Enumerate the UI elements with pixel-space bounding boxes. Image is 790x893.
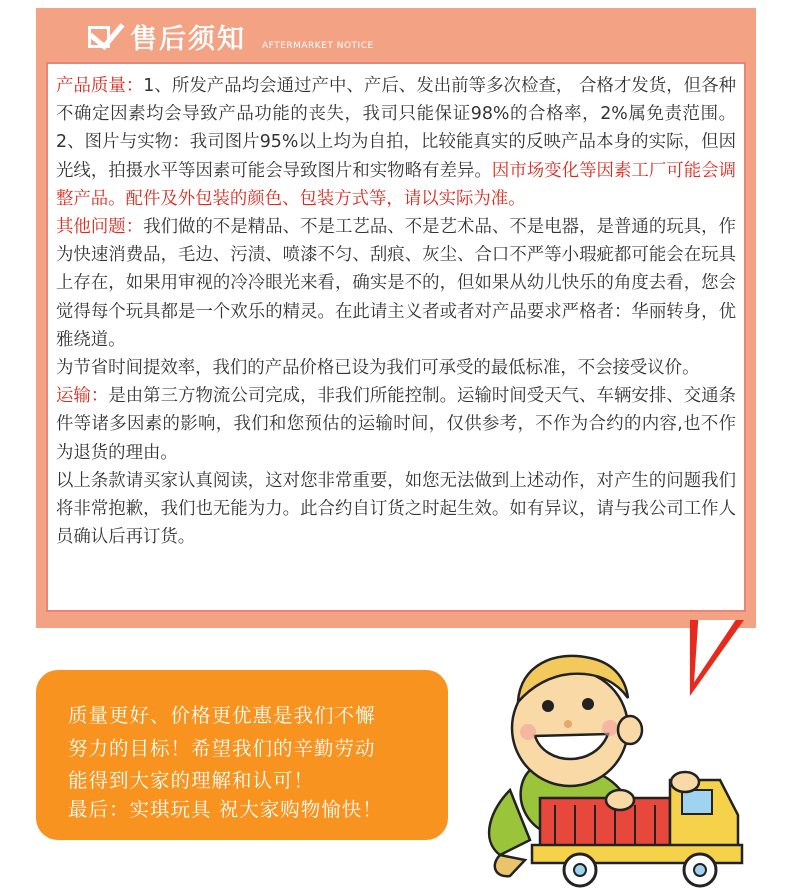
shipping-text: 是由第三方物流公司完成，非我们所能控制。运输时间受天气、车辆安排、交通条件等诸多因素的影响，我们和您预估的运输时间，仅供参考，不作为合约的内容,也不作为退货的理由。: [56, 386, 736, 463]
shipping-label: 运输：: [56, 386, 109, 407]
page-subtitle: AFTERMARKET NOTICE: [262, 41, 374, 51]
notice-paragraph-shipping: [56, 382, 736, 467]
notice-paragraph-other: [56, 213, 736, 354]
notice-paragraph-price: 为节省时间提效率，我们的产品价格已设为我们可承受的最低标准，不会接受议价。: [56, 358, 700, 379]
promo-line-2: 努力的目标！希望我们的辛勤劳动: [68, 737, 376, 760]
other-text: 我们做的不是精品、不是工艺品、不是艺术品、不是电器，是普通的玩具，作为快速消费品，毛边、污渍、喷漆不匀、刮痕、灰尘、合口不严等小瑕疵都可能会在玩具上存在，如果用审视的冷冷眼光来看，确实是不的，但如果从幼儿快乐的角度去看，您会觉得每个玩具都是一个欢乐的精灵。在此请主义者或者对产品要求严格者：华丽转身，优雅绕道。: [56, 217, 736, 350]
notice-paragraph-quality: [56, 72, 736, 213]
promo-line-3: 能得到大家的理解和认可！: [68, 769, 315, 792]
kid-with-truck-illustration: [470, 640, 770, 890]
other-label: 其他问题：: [56, 217, 144, 238]
page-title: 售后须知: [130, 24, 246, 55]
notice-text-box: [46, 62, 746, 612]
notice-paragraph-terms: 以上条款请买家认真阅读，这对您非常重要，如您无法做到上述动作，对产生的问题我们将非常抱歉，我们也无能为力。此合约自订货之时起生效。如有异议，请与我公司工作人员确认后再订货。: [56, 470, 736, 548]
quality-text: 1、所发产品均会通过产中、产后、发出前等多次检查， 合格才发货，但各种不确定因素均会导致产品功能的丧失，我司只能保证98%的合格率，2%属免责范围。2、图片与实物：我司图片95%以上均为自拍，比较能真实的反映产品本身的实际，但因光线，拍摄水平等因素可能会导致图片和实物略有差异。: [56, 76, 736, 181]
promo-line-1: 质量更好、价格更优惠是我们不懈: [68, 704, 376, 727]
quality-label: 产品质量：: [56, 76, 144, 96]
promo-line-4: 最后：实琪玩具 祝大家购物愉快！: [68, 798, 383, 821]
quality-warning: 因市场变化等因素工厂可能会调整产品。配件及外包装的颜色、包装方式等，请以实际为准。: [56, 160, 736, 209]
promo-box: [36, 670, 448, 840]
